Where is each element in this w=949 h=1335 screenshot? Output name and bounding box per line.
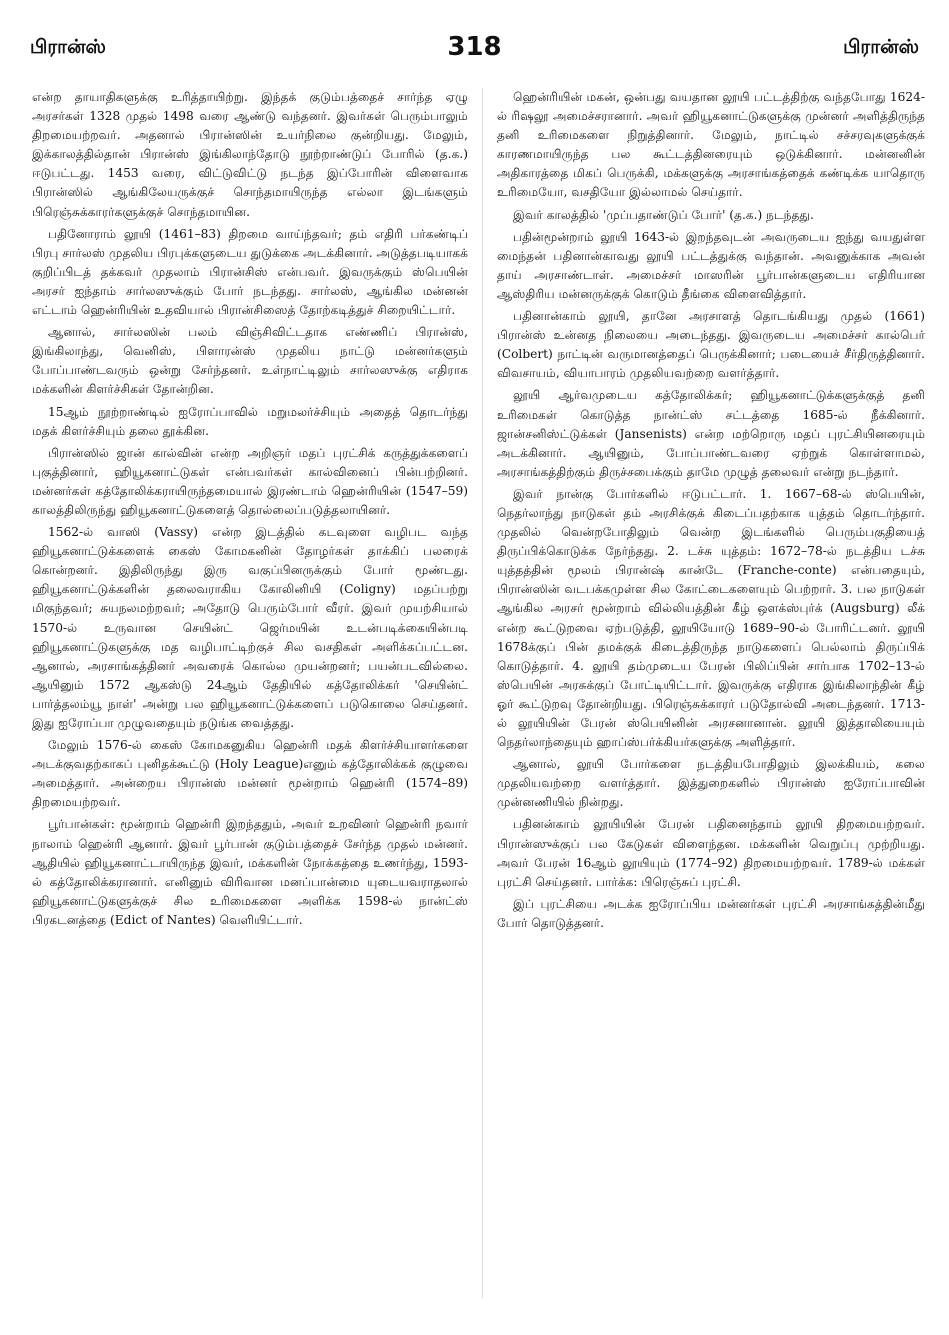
paragraph: ஆனால், லூயி போர்களை நடத்தியபோதிலும் இலக்கியம், கலை முதலியவற்றை வளர்த்தார். இத்துறைகளில் பிரான்ஸ் ஐரோப்பாவின் முன்னணியில் நின்றது. [497,757,925,810]
paragraph: ஹென்ரியின் மகன், ஒன்பது வயதான லூயி பட்டத்திற்கு வந்தபோது 1624-ல் ரிஷலூ அமைச்சரானார். அவர் ஹியூகனாட்டுகளுக்கு முன்னர் அளித்திருந்த தனி உரிமைகளை நிறுத்தினார். மேலும், நாட்டில் சச்சரவுகளுக்குக் காரணமாயிருந்த பல கூட்டத்தினரையும் ஒடுக்கினார். மன்னனின் அதிகாரத்தை மிகப் பெருக்கி, மக்களுக்கு அரசாங்கத்தைக் கண்டிக்க யாதொரு உரிமையோ, வசதியோ இல்லாமல் செய்தார். [497,90,925,200]
page-number: 318 [447,32,502,62]
paragraph: பதினன்காம் லூயியின் பேரன் பதினைந்தாம் லூயி திறமையற்றவர். பிரான்ஸுக்குப் பல கேடுகள் விளைந்தன. மக்களின் வெறுப்பு முற்றியது. அவர் பேரன் 16ஆம் லூயியும் (1774–92) திறமையற்றவர். 1789-ல் மக்கள் புரட்சி செய்தனர். பார்க்க: பிரெஞ்சுப் புரட்சி. [497,817,925,889]
paragraph: என்ற தாயாதிகளுக்கு உரித்தாயிற்று. இந்தக் குடும்பத்தைச் சார்ந்த ஏழு அரசர்கள் 1328 முதல் 1498 வரை ஆண்டு வந்தனர். இவர்கள் பெரும்பாலும் திறமையற்றவர். அதனால் பிரான்ஸின் உயர்நிலை குன்றியது. மேலும், இக்காலத்தில்தான் பிரான்ஸ் இங்கிலாந்தோடு நூற்றாண்டுப் போரில் (த.க.) ஈடுபட்டது. 1453 வரை, விட்டுவிட்டு நடந்த இப்போரின் விளைவாக பிரான்ஸில் ஆங்கிலேயருக்குச் சொந்தமாயிருந்த எல்லா இடங்களும் பிரெஞ்சுக்காரர்களுக்குச் சொந்தமாயின. [32,90,468,219]
right-column [497,88,925,1298]
paragraph: பூர்பான்கள்: மூன்றாம் ஹென்ரி இறந்ததும், அவர் உறவினர் ஹென்ரி நவார் நாலாம் ஹென்ரி ஆனார். இவர் பூர்பான் குடும்பத்தைச் சேர்ந்த முதல் மன்னர். ஆதியில் ஹியூகனாட்டாயிருந்த இவர், மக்களின் நோக்கத்தை உணர்ந்து, 1593-ல் கத்தோலிக்கரானார். எனினும் விரிவான மனப்பான்மை யுடையவராதலால் ஹியூகனாட்டுகளுக்குச் சில உரிமைகளை அளிக்க 1598-ல் நான்ட்ஸ் பிரகடனத்தை (Edict of Nantes) வெளியிட்டார். [32,817,468,927]
paragraph: மேலும் 1576-ல் கைஸ் கோமகனுகிய ஹென்ரி மதக் கிளர்ச்சியாளர்களை அடக்குவதற்காகப் புனிதக்கூட்டு (Holy League)எனும் கத்தோலிக்கக் குழுவை அமைத்தார். அன்றைய பிரான்ஸ் மன்னர் மூன்றாம் ஹென்ரி (1574–89) திறமையற்றவர். [32,738,468,810]
running-head-left: பிரான்ஸ் [30,36,106,58]
page-header [30,32,919,72]
left-column [32,88,468,1298]
paragraph: பதினான்காம் லூயி, தானே அரசாளத் தொடங்கியது முதல் (1661) பிரான்ஸ் உன்னத நிலையை அடைந்தது. இவருடைய அமைச்சர் கால்பெர் (Colbert) நாட்டின் வருமானத்தைப் பெருக்கினார்; படையைச் சீர்திருத்தினார். விவசாயம், வியாபாரம் முதலியவற்றை வளர்த்தார். [497,309,925,381]
paragraph: இவர் காலத்தில் 'முப்பதாண்டுப் போர்' (த.க.) நடந்தது. [513,207,814,222]
running-head-right: பிரான்ஸ் [843,36,919,58]
paragraph: பதின்மூன்றாம் லூயி 1643-ல் இறந்தவுடன் அவருடைய ஐந்து வயதுள்ள மைந்தன் பதினான்காவது லூயி பட்டத்துக்கு வந்தான். அவனுக்காக அவன் தாய் அரசாண்டாள். அமைச்சர் மாஸரின் பூர்பான்களுடைய எதிரியான ஆஸ்திரிய மன்னருக்குக் கொடும் தீங்கை விளைவித்தார். [497,229,925,301]
paragraph: லூயி ஆர்வமுடைய கத்தோலிக்கர்; ஹியூகனாட்டுக்களுக்குத் தனி உரிமைகள் கொடுத்த நான்ட்ஸ் சட்டத்தை 1685-ல் நீக்கினார். ஜான்சனிஸ்ட்டுக்கள் (Jansenists) என்ற மற்றொரு மதப் புரட்சியினரையும் அடக்கினார். ஆயினும், போப்பாண்டவரை ஏற்றுக் கொள்ளாமல், அரசாங்கத்திற்கும் திருச்சபைக்கும் தாமே முழுத் தலைவர் என்று நடந்தார். [497,388,925,479]
paragraph: ஆனால், சார்லஸின் பலம் விஞ்சிவிட்டதாக எண்ணிப் பிரான்ஸ், இங்கிலாந்து, வெனிஸ், பிளாரன்ஸ் முதலிய நாட்டு மன்னர்களும் போப்பாண்டவரும் ஒன்று சேர்ந்தனர். உள்நாட்டிலும் சார்லஸுக்கு எதிராக மக்களின் கிளர்ச்சிகள் தோன்றின. [32,325,468,397]
paragraph: 1562-ல் வாஸி (Vassy) என்ற இடத்தில் கடவுளை வழிபட வந்த ஹியூகனாட்டுக்களைக் கைஸ் கோமகனின் தோழர்கள் தாக்கிப் பலரைக் கொன்றனர். இதிலிருந்து இரு வகுப்பினருக்கும் போர் மூண்டது. ஹியூகனாட்டுக்களின் தலைவராகிய கோலினியி (Coligny) மதப்பற்று மிகுந்தவர்; சுயநலமற்றவர்; அதோடு பெரும்போர் வீரர். இவர் முயற்சியால் 1570-ல் உருவான செயின்ட் ஜெர்மயின் உடன்படிக்கையின்படி ஹியூகனாட்டுகளுக்கு மத வழிபாட்டிற்குச் சில வசதிகள் அளிக்கப்பட்டன. ஆனால், அரசாங்கத்தினர் அவரைக் கொல்ல முயன்றனர்; பயன்படவில்லை. ஆயினும் 1572 ஆகஸ்டு 24ஆம் தேதியில் கத்தோலிக்கர் 'செயின்ட் பார்த்தலம்யூ நாள்' அன்று பல ஹியூகனாட்டுக்களைப் படுகொலை செய்தனர். இது ஐரோப்பா முழுவதையும் நடுங்க வைத்தது. [32,525,468,730]
paragraph: 15ஆம் நூற்றாண்டில் ஐரோப்பாவில் மறுமலர்ச்சியும் அதைத் தொடர்ந்து மதக் கிளர்ச்சியும் தலை தூக்கின. [32,404,468,438]
paragraph: பதினோராம் லூயி (1461–83) திறமை வாய்ந்தவர்; தம் எதிரி பர்கண்டிப் பிரபு சார்லஸ் முதலிய பிரபுக்களுடைய துடுக்கை அடக்கினார். அடுத்தபடியாகக் குறிப்பிடத் தக்கவர் முதலாம் பிரான்சிஸ் என்பவர். இவருக்கும் ஸ்பெயின் அரசர் ஐந்தாம் சார்லஸுக்கும் போர் நடந்தது. சார்லஸ், ஆங்கில மன்னன் எட்டாம் ஹென்ரியின் உதவியால் பிரான்சிஸைத் தோற்கடித்துச் சிறையிட்டார். [32,226,468,318]
column-divider [482,88,483,1298]
paragraph: பிரான்ஸில் ஜான் கால்வின் என்ற அறிஞர் மதப் புரட்சிக் கருத்துக்களைப் புகுத்தினார், ஹியூகனாட்டுகள் என்பவர்கள் கால்வினைப் பின்பற்றினர். மன்னர்கள் கத்தோலிக்கராயிருந்தமையால் இரண்டாம் ஹென்ரியின் (1547–59) காலத்திலிருந்து ஹியூகனாட்டுகளைத் தொல்லைப்படுத்தலாயினர். [32,445,468,517]
paragraph: இப் புரட்சியை அடக்க ஐரோப்பிய மன்னர்கள் புரட்சி அரசாங்கத்தின்மீது போர் தொடுத்தனர். [497,896,925,930]
paragraph: இவர் நான்கு போர்களில் ஈடுபட்டார். 1. 1667–68-ல் ஸ்பெயின், நெதர்லாந்து நாடுகள் தம் அரசிக்குக் கிடைப்பதற்காக யுத்தம் தொடர்ந்தார். முதலில் வென்றபோதிலும் வென்ற இடங்களில் பெரும்பகுதியைத் திருப்பிக்கொடுக்க நேர்ந்தது. 2. டச்சு யுத்தம்: 1672–78-ல் நடத்திய டச்சு யுத்தத்தின் மூலம் பிரான்ஷ் கான்டே (Franche-conte) என்பதையும், பிரான்ஸின் வடபக்கமுள்ள சில கோட்டைகளையும் பெற்றார். 3. பல நாடுகள் ஆங்கில அரசர் மூன்றாம் வில்லியத்தின் கீழ் ஒளக்ஸ்புர்க் (Augsburg) லீக் என்ற கூட்டுறவை ஏற்படுத்தி, லூயியோடு 1689–90-ல் போரிட்டனர். லூயி 1678க்குப் பின் தமக்குக் கிடைத்திருந்த நாடுகளைப் பெல்லாம் திருப்பிக் கொடுத்தார். 4. லூயி தம்முடைய பேரன் பிலிப்பின் சார்பாக 1702–13-ல் ஸ்பெயின் அரசுக்குப் போட்டியிட்டார். இவருக்கு எதிராக இங்கிலாந்தின் கீழ் ஓர் கூட்டுறவு தோன்றியது. பிரெஞ்சுக்காரர் படுதோல்வி அடைந்தனர். 1713-ல் லூயியின் பேரன் ஸ்பெயினின் அரசனானான். லூயி இத்தாலியையும் நெதர்லாந்தையும் ஹாப்ஸ்பர்க்கியர்களுக்கு அளித்தார். [497,486,925,750]
